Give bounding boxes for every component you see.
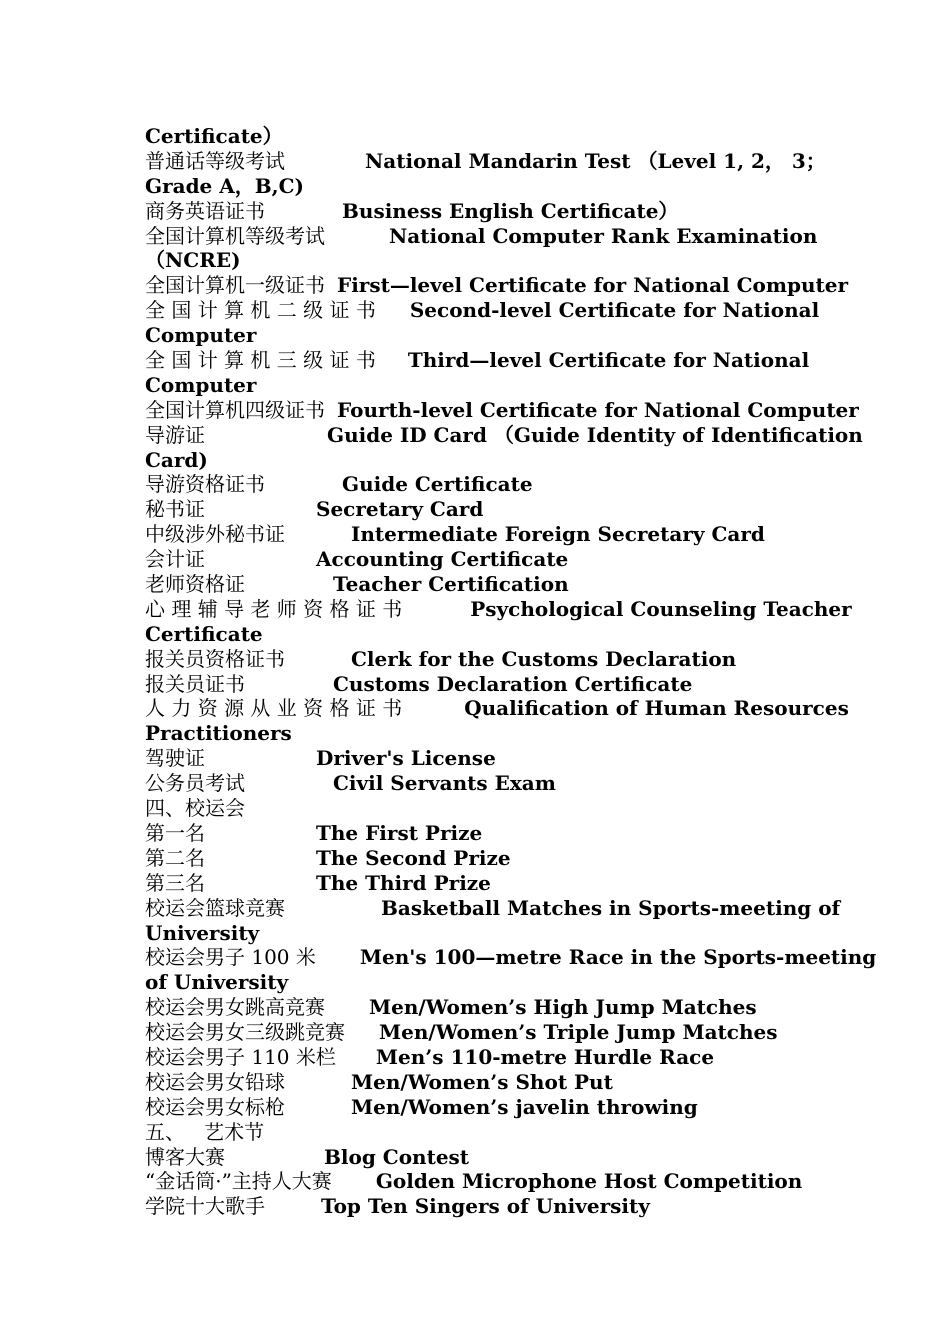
english-term: Top Ten Singers of University	[321, 1194, 650, 1219]
document-line	[145, 1045, 806, 1070]
document-line	[145, 348, 810, 373]
english-term: Card)	[145, 447, 208, 472]
document-body	[145, 124, 877, 1219]
english-term: Psychological Counseling Teacher	[470, 596, 852, 621]
english-term: Accounting Certificate	[316, 547, 569, 572]
chinese-term: 导游证	[145, 422, 205, 447]
english-term: Men/Women’s Shot Put	[351, 1069, 613, 1094]
document-line	[145, 298, 820, 323]
chinese-term: 五、 艺术节	[145, 1119, 265, 1144]
document-line	[145, 223, 818, 249]
chinese-term: 校运会男子 110 米栏	[145, 1044, 336, 1069]
document-line	[145, 148, 826, 174]
document-line	[145, 124, 806, 149]
chinese-term: “金话筒·”主持人大赛	[145, 1169, 332, 1194]
english-term: Computer	[145, 372, 257, 397]
english-term: University	[145, 920, 260, 945]
chinese-term: 中级涉外秘书证	[145, 522, 285, 547]
document-line	[145, 821, 806, 846]
english-term: The First Prize	[316, 820, 483, 845]
chinese-term: 驾驶证	[145, 746, 205, 771]
chinese-term: 报关员资格证书	[145, 646, 285, 671]
chinese-term: 导游资格证书	[145, 472, 265, 497]
document-line	[145, 970, 806, 995]
english-term: Secretary Card	[316, 497, 484, 522]
chinese-term: 校运会篮球竞赛	[145, 895, 285, 920]
chinese-term: 全国计算机等级考试	[145, 223, 325, 248]
english-term: First—level Certificate for National Computer	[337, 273, 849, 298]
chinese-term: 四、校运会	[145, 796, 245, 821]
english-term: Third—level Certificate for National	[407, 348, 810, 373]
document-line	[145, 248, 806, 273]
english-term: Business English Certificate）	[342, 198, 679, 223]
document-line	[145, 596, 852, 622]
document-line	[145, 472, 806, 497]
english-term: Grade A，B,C)	[145, 173, 305, 198]
document-line	[145, 572, 806, 597]
document-line	[145, 721, 806, 746]
document-line	[145, 945, 877, 970]
document-line	[145, 397, 859, 423]
document-line	[145, 174, 806, 199]
document-line	[145, 497, 806, 522]
document-line	[145, 1145, 806, 1170]
document-line	[145, 696, 849, 721]
english-term: Certificate	[145, 621, 263, 646]
document-line	[145, 273, 849, 298]
english-term: Men's 100—metre Race in the Sports-meeting	[359, 945, 877, 970]
document-line	[145, 373, 806, 398]
document-line	[145, 547, 806, 572]
english-term: Guide Certificate	[342, 472, 533, 497]
chinese-term: 校运会男女三级跳竞赛	[145, 1020, 345, 1045]
document-line	[145, 1169, 806, 1194]
chinese-term: 第二名	[145, 845, 205, 870]
english-term: Fourth-level Certificate for National Computer	[337, 397, 859, 422]
english-term: Qualification of Human Resources	[464, 696, 849, 721]
document-line	[145, 622, 806, 647]
document-line	[145, 871, 806, 896]
english-term: Men’s 110-metre Hurdle Race	[375, 1044, 715, 1069]
english-term: Second-level Certificate for National	[409, 298, 820, 323]
chinese-term: 第一名	[145, 820, 205, 845]
english-term: National Computer Rank Examination	[389, 223, 818, 248]
document-line	[145, 448, 806, 473]
chinese-term: 公务员考试	[145, 771, 245, 796]
english-term: Clerk for the Customs Declaration	[351, 646, 737, 671]
document-line	[145, 1095, 806, 1120]
chinese-term: 老师资格证	[145, 572, 245, 597]
document-line	[145, 323, 806, 348]
english-term: Guide ID Card （Guide Identity of Identification	[327, 422, 863, 447]
document-line	[145, 746, 806, 771]
document-line	[145, 422, 863, 448]
chinese-term: 第三名	[145, 870, 205, 895]
document-line	[145, 647, 806, 672]
chinese-term: 全 国 计 算 机 三 级 证 书	[145, 348, 376, 373]
chinese-term: 校运会男子 100 米	[145, 945, 316, 970]
english-term: Men/Women’s javelin throwing	[351, 1094, 698, 1119]
english-term: Teacher Certification	[333, 572, 569, 597]
chinese-term: 人 力 资 源 从 业 资 格 证 书	[145, 696, 403, 721]
english-term: Golden Microphone Host Competition	[375, 1169, 803, 1194]
document-line	[145, 846, 806, 871]
chinese-term: 校运会男女跳高竞赛	[145, 995, 325, 1020]
chinese-term: 商务英语证书	[145, 198, 265, 223]
chinese-term: 博客大赛	[145, 1144, 225, 1169]
chinese-term: 秘书证	[145, 497, 205, 522]
chinese-term: 普通话等级考试	[145, 148, 285, 173]
english-term: （NCRE)	[145, 248, 241, 273]
chinese-term: 全国计算机一级证书	[145, 273, 325, 298]
english-term: of University	[145, 970, 289, 995]
english-term: Computer	[145, 323, 257, 348]
document-line	[145, 1120, 806, 1145]
english-term: Customs Declaration Certificate	[333, 671, 693, 696]
chinese-term: 校运会男女铅球	[145, 1069, 285, 1094]
document-line	[145, 1020, 806, 1045]
document-line	[145, 1194, 806, 1219]
english-term: National Mandarin Test （Level 1, 2， 3；	[365, 148, 826, 173]
english-term: Certificate）	[145, 124, 283, 148]
document-line	[145, 672, 806, 697]
english-term: The Third Prize	[316, 870, 491, 895]
chinese-term: 全国计算机四级证书	[145, 397, 325, 422]
document-line	[145, 1070, 806, 1095]
english-term: Men/Women’s Triple Jump Matches	[379, 1020, 778, 1045]
document-line	[145, 522, 806, 547]
document-line	[145, 199, 806, 224]
english-term: Men/Women’s High Jump Matches	[369, 995, 757, 1020]
chinese-term: 全 国 计 算 机 二 级 证 书	[145, 298, 376, 323]
english-term: Civil Servants Exam	[333, 771, 556, 796]
english-term: Intermediate Foreign Secretary Card	[351, 522, 765, 547]
document-line	[145, 995, 806, 1020]
document-line	[145, 771, 806, 796]
document-line	[145, 895, 841, 921]
chinese-term: 会计证	[145, 547, 205, 572]
chinese-term: 校运会男女标枪	[145, 1094, 285, 1119]
chinese-term: 报关员证书	[145, 671, 245, 696]
english-term: Blog Contest	[324, 1144, 470, 1169]
english-term: Driver's License	[316, 746, 496, 771]
document-line	[145, 921, 806, 946]
chinese-term: 心 理 辅 导 老 师 资 格 证 书	[145, 596, 403, 621]
english-term: Basketball Matches in Sports-meeting of	[381, 895, 841, 920]
document-line	[145, 796, 806, 821]
english-term: The Second Prize	[316, 845, 511, 870]
english-term: Practitioners	[145, 721, 292, 746]
chinese-term: 学院十大歌手	[145, 1194, 265, 1219]
